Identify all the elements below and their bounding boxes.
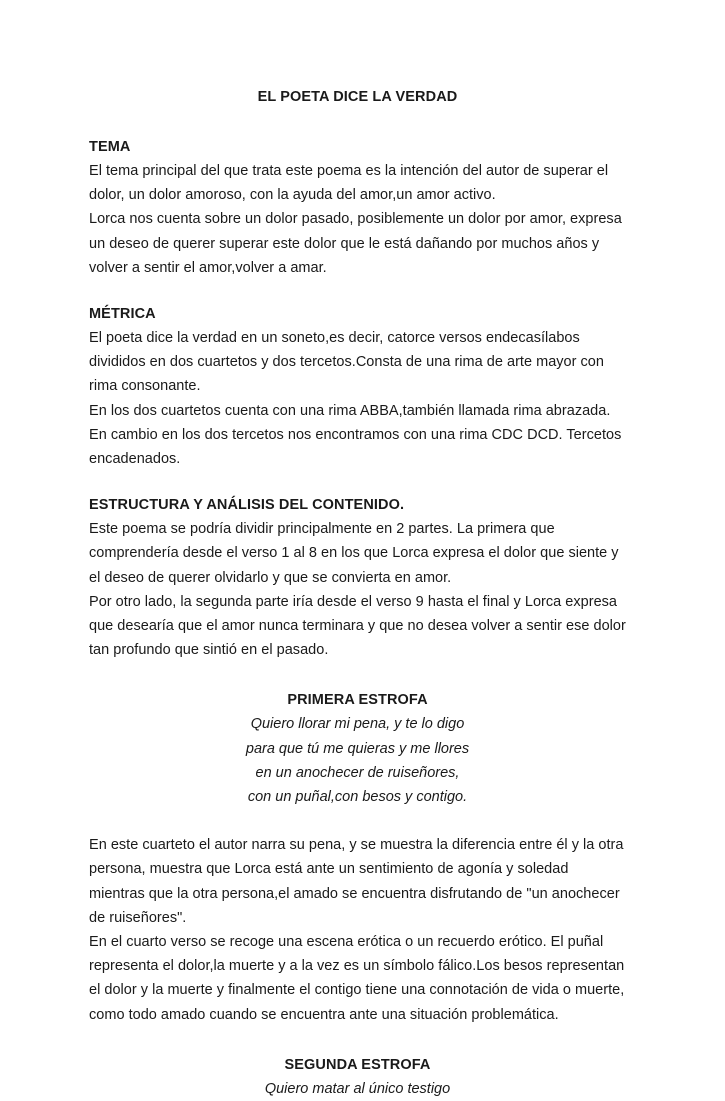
paragraph: Por otro lado, la segunda parte iría desde el verso 9 hasta el final y Lorca expresa que desearía que el amor nunca terminara y que no desea volver a sentir ese dolor tan profundo que sintió en el pasado. xyxy=(89,593,626,659)
paragraph: En los dos cuartetos cuenta con una rima ABBA,también llamada rima abrazada. xyxy=(89,402,611,419)
section-heading-estructura: ESTRUCTURA Y ANÁLISIS DEL CONTENIDO. xyxy=(89,497,405,514)
stanza-segunda-estrofa xyxy=(89,1053,626,1101)
paragraph: Este poema se podría dividir principalmente en 2 partes. La primera que comprendería desde el verso 1 al 8 en los que Lorca expresa el dolor que siente y el deseo de querer olvidarlo y que se convierta en amor. xyxy=(89,521,619,586)
paragraph: En el cuarto verso se recoge una escena erótica o un recuerdo erótico. El puñal representa el dolor,la muerte y a la vez es un símbolo fálico.Los besos representan el dolor y la muerte y finalmente el contigo tiene una connotación de vida o muerte, como todo amado cuando se encuentra ante una situación problemática. xyxy=(89,934,625,1023)
verse-line: en un anochecer de ruiseñores, xyxy=(255,764,460,781)
verse-line: para que tú me quieras y me llores xyxy=(245,740,470,757)
verse-line: con un puñal,con besos y contigo. xyxy=(247,789,468,806)
stanza-primera-estrofa xyxy=(89,688,626,809)
paragraph: Lorca nos cuenta sobre un dolor pasado, posiblemente un dolor por amor, expresa un deseo de querer superar este dolor que le está dañando por muchos años y volver a sentir el amor,volver a amar. xyxy=(89,211,622,276)
verse-line: Quiero llorar mi pena, y te lo digo xyxy=(250,716,465,733)
section-estructura xyxy=(89,493,626,662)
verse-line: Quiero matar al único testigo xyxy=(264,1080,451,1097)
paragraph: En este cuarteto el autor narra su pena, y se muestra la diferencia entre él y la otra persona, muestra que Lorca está ante un sentimiento de agonía y soledad mientras que la otra persona,el amado se encuentra disfrutando de "un anochecer de ruiseñores". xyxy=(89,837,624,926)
section-heading-metrica: MÉTRICA xyxy=(89,306,156,323)
section-metrica xyxy=(89,302,626,471)
section-analysis-primera-estrofa xyxy=(89,833,626,1027)
paragraph: En cambio en los dos tercetos nos encontramos con una rima CDC DCD. Tercetos encadenados. xyxy=(89,426,622,468)
stanza-heading: PRIMERA ESTROFA xyxy=(287,692,428,709)
paragraph: El tema principal del que trata este poema es la intención del autor de superar el dolor, un dolor amoroso, con la ayuda del amor,un amor activo. xyxy=(89,163,609,204)
document-body xyxy=(89,85,626,1101)
page-title: EL POETA DICE LA VERDAD xyxy=(257,89,458,105)
stanza-heading: SEGUNDA ESTROFA xyxy=(284,1056,431,1073)
paragraph: El poeta dice la verdad en un soneto,es decir, catorce versos endecasílabos divididos en dos cuartetos y dos tercetos.Consta de una rima de arte mayor con rima consonante. xyxy=(89,330,604,395)
section-tema xyxy=(89,135,626,280)
section-heading-tema: TEMA xyxy=(89,139,131,155)
